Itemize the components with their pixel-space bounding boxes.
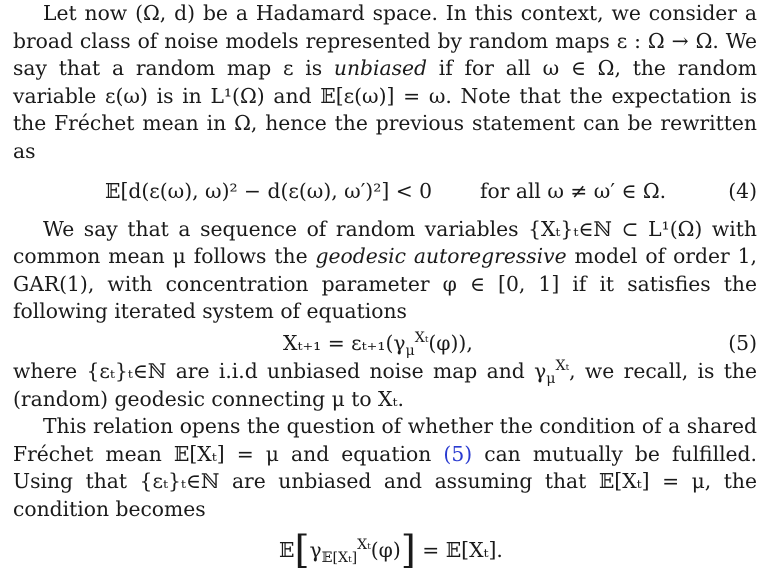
paragraph-text: We say that a sequence of random variables {Xₜ}ₜ∈ℕ ⊂ L¹(Ω) with common mean μ follows the	[13, 216, 757, 269]
emphasis-geodesic-autoregressive: geodesic autoregressive	[315, 244, 567, 269]
paragraph-text: can mutually be fulfilled. Using that {εₜ}ₜ∈ℕ are unbiased and assuming that 𝔼[Xₜ] = μ, the condition becomes	[13, 441, 757, 521]
gamma-superscript-xt: Xₜ	[357, 536, 371, 553]
equation-5-body: $X_{t+1} = \varepsilon_{t+1}(\gamma_\mu^{X_t}(\varphi))$,	[283, 330, 473, 359]
emphasis-unbiased: unbiased	[333, 56, 427, 81]
equation-4-condition: for all ω ≠ ω′ ∈ Ω.	[480, 178, 667, 203]
equation-condition	[13, 526, 757, 574]
right-bracket: ]	[400, 527, 416, 573]
equation-4-number: (4)	[728, 178, 757, 203]
paragraph-hadamard-space	[13, 0, 757, 166]
gamma-subscript: μ	[546, 370, 556, 387]
left-bracket: [	[294, 527, 310, 573]
paragraph-text: where {εₜ}ₜ∈ℕ are i.i.d unbiased noise map and γ	[13, 358, 547, 383]
equation-5-reference-link[interactable]: (5)	[443, 441, 473, 466]
equation-condition-body: $𝔼[\gamma_{𝔼[X_t]}^{X_t}(\varphi)]$ = 𝔼[Xₜ].	[279, 527, 503, 573]
equation-5-subscript: μ	[405, 342, 415, 359]
equation-4	[13, 172, 757, 210]
equation-5-text: Xₜ₊₁ = εₜ₊₁(γ	[283, 330, 406, 355]
paper-page	[13, 0, 757, 574]
gamma-subscript-expectation: 𝔼[Xₜ]	[321, 549, 358, 566]
paragraph-text: Let now (Ω, d) be a Hadamard space. In this context, we consider a broad class of noise models represented by random maps ε : Ω → Ω. We say that a random map ε is	[13, 1, 757, 81]
equation-5-number: (5)	[728, 330, 757, 355]
paragraph-noise-map	[13, 358, 757, 413]
paragraph-text: , we recall, is the (random) geodesic connecting μ to Xₜ.	[13, 358, 758, 411]
paragraph-frechet-condition	[13, 413, 757, 523]
equation-condition-rhs: 𝔼[Xₜ].	[445, 537, 503, 562]
paragraph-text: This relation opens the question of whether the condition of a shared Fréchet mean 𝔼[Xₜ] = μ and equation	[13, 414, 757, 466]
paragraph-text: model of order 1, GAR(1), with concentration parameter φ ∈ [0, 1] if it satisfies the following iterated system of equations	[13, 244, 757, 324]
paragraph-text: if for all ω ∈ Ω, the random variable ε(ω) is in L¹(Ω) and 𝔼[ε(ω)] = ω. Note that the expectation is the Fréchet mean in Ω, hence the previous statement can be rewritten as	[13, 56, 757, 163]
paragraph-gar-definition	[13, 216, 757, 326]
equation-4-body: 𝔼[d(ε(ω), ω)² − d(ε(ω), ω′)²] < 0	[105, 178, 433, 203]
equation-5	[13, 326, 757, 360]
equation-5-superscript: Xₜ	[414, 330, 429, 347]
gamma-superscript: Xₜ	[555, 358, 570, 375]
